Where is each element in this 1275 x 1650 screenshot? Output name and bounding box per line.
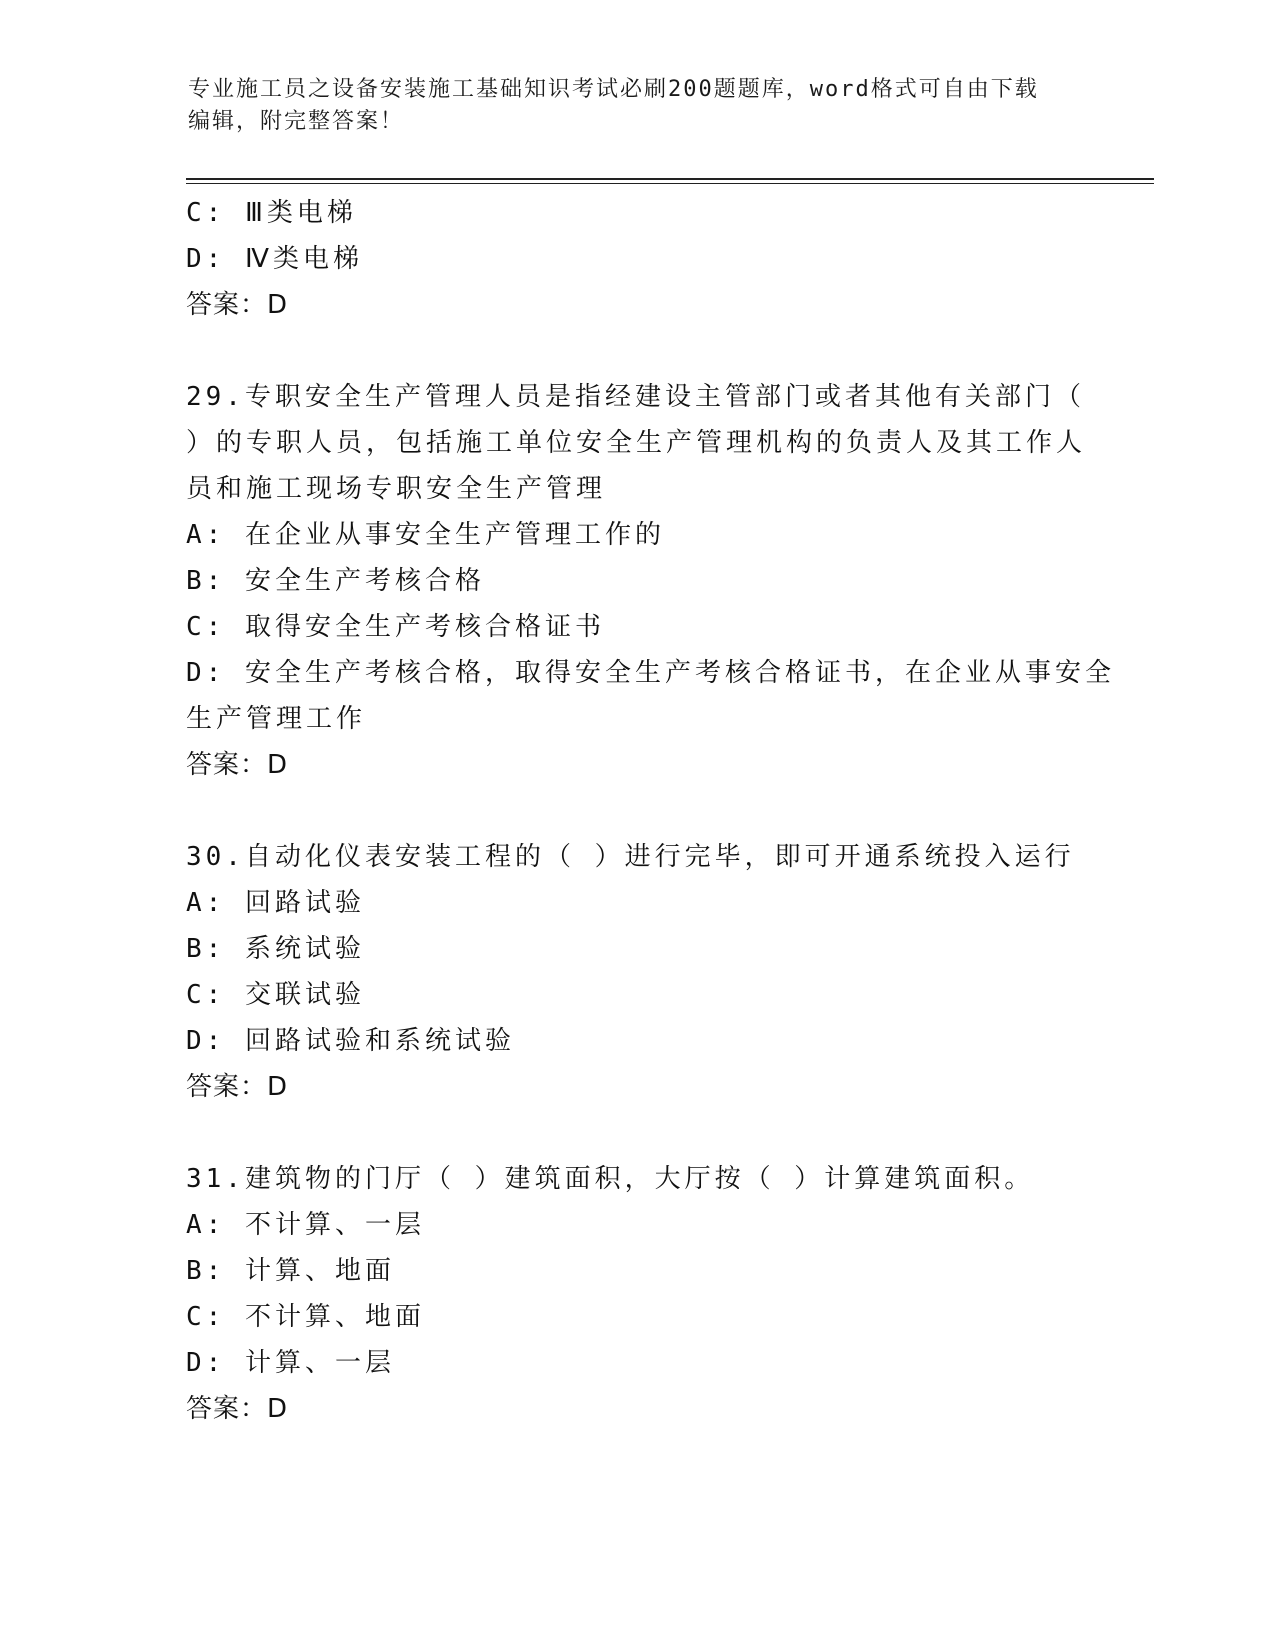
option-d: D: 计算、一层 xyxy=(186,1348,395,1378)
question-text: 员和施工现场专职安全生产管理 xyxy=(186,474,607,504)
spacer xyxy=(186,1110,1086,1156)
header-title-line-1: 专业施工员之设备安装施工基础知识考试必刷200题题库，word格式可自由下载 xyxy=(188,77,1039,102)
question-text: 29.专职安全生产管理人员是指经建设主管部门或者其他有关部门（ xyxy=(186,382,1085,412)
option-c: C: 交联试验 xyxy=(186,980,365,1010)
spacer xyxy=(186,788,1086,834)
question-31 xyxy=(186,1156,1086,1432)
header-title-line-2: 编辑，附完整答案！ xyxy=(188,109,405,134)
document-header xyxy=(188,74,1068,138)
question-list xyxy=(186,190,1115,1432)
answer-label: 答案：D xyxy=(186,1394,289,1424)
option-b: B: 安全生产考核合格 xyxy=(186,566,485,596)
option-a: A: 不计算、一层 xyxy=(186,1210,425,1240)
answer-label: 答案：D xyxy=(186,1072,289,1102)
question-29 xyxy=(186,374,1115,788)
option-a: A: 在企业从事安全生产管理工作的 xyxy=(186,520,665,550)
option-a: A: 回路试验 xyxy=(186,888,365,918)
option-b: B: 系统试验 xyxy=(186,934,365,964)
question-text: 31.建筑物的门厅（ ）建筑面积，大厅按（ ）计算建筑面积。 xyxy=(186,1164,1035,1194)
question-text: 30.自动化仪表安装工程的（ ）进行完毕，即可开通系统投入运行 xyxy=(186,842,1075,872)
option-d-continued: 生产管理工作 xyxy=(186,704,367,734)
option-c: C: Ⅲ类电梯 xyxy=(186,198,357,228)
option-c: C: 不计算、地面 xyxy=(186,1302,425,1332)
prev-question-block xyxy=(186,190,1086,328)
option-d: D: Ⅳ类电梯 xyxy=(186,244,363,274)
answer-label: 答案：D xyxy=(186,750,289,780)
option-b: B: 计算、地面 xyxy=(186,1256,395,1286)
option-d: D: 回路试验和系统试验 xyxy=(186,1026,515,1056)
question-30 xyxy=(186,834,1086,1110)
spacer xyxy=(186,328,1086,374)
option-c: C: 取得安全生产考核合格证书 xyxy=(186,612,605,642)
question-text: ）的专职人员，包括施工单位安全生产管理机构的负责人及其工作人 xyxy=(186,428,1087,458)
answer-label: 答案：D xyxy=(186,290,289,320)
header-divider xyxy=(186,178,1154,184)
option-d: D: 安全生产考核合格，取得安全生产考核合格证书，在企业从事安全 xyxy=(186,658,1115,688)
